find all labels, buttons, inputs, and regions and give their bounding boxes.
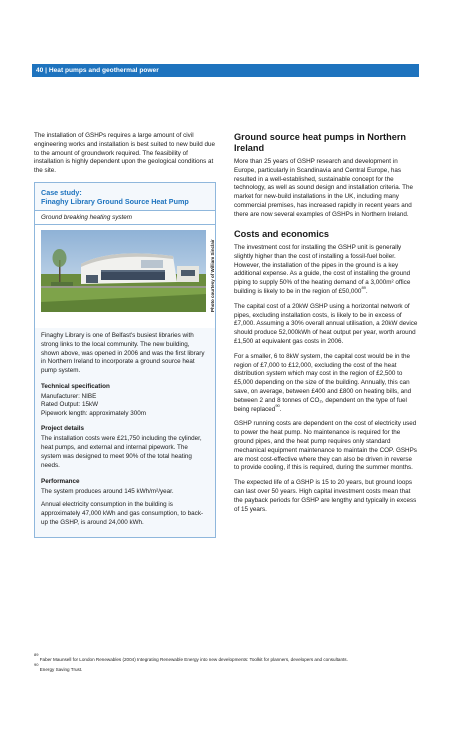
case-study-header	[35, 183, 215, 210]
costs-paragraph-5: The expected life of a GSHP is 15 to 20 years, but ground loops can last over 50 years. High capital investment costs mean that the payback periods for GSHP are lengthy and typically in excess of 15 years.	[234, 479, 417, 513]
library-photo	[41, 230, 206, 312]
footnotes	[34, 652, 420, 675]
costs-paragraph-1: The investment cost for installing the GSHP unit is generally slightly higher than the cost of installing a fossil-fuel boiler. However, the installation of the pipes in the ground is a key additional expense. As a guide, the cost of installing the ground piping to supply 50% of the heating demand of a 3,000m² office building is likely to be in the region of £50,000$^{89}$.	[234, 244, 411, 296]
tech-spec-heading: Technical specification	[41, 382, 110, 390]
case-study-box	[34, 182, 216, 538]
footnote-90-text: Energy Saving Trust.	[39, 667, 83, 672]
footnote-90-number: 90	[34, 662, 39, 667]
performance-text-1: The system produces around 145 kWh/m²/year.	[41, 487, 174, 495]
costs-paragraph-2: The capital cost of a 20kW GSHP using a horizontal network of pipes, excluding installation costs, is likely to be in excess of £7,000. Assuming a 30% overall annual utilisation, a 20kW device should produce 52,000kWh of heat output per year, worth around £1,500 at equivalent gas costs in 2006.	[234, 302, 418, 346]
footnote-89-text: Faber Maunsell for London Renewables (2004) Integrating Renewable Energy into new developments: Toolkit for planners, developers and consultants.	[39, 657, 348, 662]
page-header	[32, 64, 419, 77]
heading-gshp-northern-ireland: Ground source heat pumps in Northern Ireland	[234, 132, 407, 153]
case-study-subtitle: Ground breaking heating system	[35, 210, 215, 225]
costs-paragraph-3-text: For a smaller, 6 to 8kW system, the capital cost would be in the region of £7,000 to £12,000, excluding the cost of the heat distribution system which may cost in the region of £2,500 to £5,000 depending on the size of the building. Annually, this can save, on average, between £400 and £800 on heating bills, and between 2 and 8 tonnes of CO₂, dependent on the type of fuel being replaced	[234, 352, 412, 413]
footnote-89	[34, 652, 420, 665]
tech-output: Rated Output: 15kW	[41, 401, 99, 409]
performance-text-2: Annual electricity consumption in the building is approximately 47,000 kWh and gas consumption, to back-up the GSHP, is around 24,000 kWh.	[41, 501, 204, 527]
photo-area	[35, 225, 215, 328]
performance-heading: Performance	[41, 477, 80, 485]
footnote-ref-90: 90	[275, 402, 280, 408]
intro-paragraph: The installation of GSHPs requires a large amount of civil engineering works and installation is best suited to new build due to the amount of groundwork required. The feasibility of installation is highly dependent upon the geological conditions at the site.	[34, 132, 215, 175]
costs-paragraph-1-text: The investment cost for installing the GSHP unit is generally slightly higher than the cost of installing a fossil-fuel boiler. However, the installation of the pipes in the ground is a key additional expense. As a guide, the cost of installing the ground piping to supply 50% of the heating demand of a 3,000m² office building is likely to be in the region of £50,000	[234, 244, 411, 296]
footnote-ref-89: 89	[361, 285, 366, 291]
case-study-body	[35, 328, 215, 537]
left-column	[34, 132, 216, 538]
costs-paragraph-3: For a smaller, 6 to 8kW system, the capital cost would be in the region of £7,000 to £12,000, excluding the cost of the heat distribution system which may cost in the region of £2,500 to £5,000 depending on the size of the building. Annually, this can save, on average, between £400 and £800 on heating bills, and between 2 and 8 tonnes of CO₂, dependent on the type of fuel being replaced$^{90}$.	[234, 352, 412, 413]
page-header-title: 40 | Heat pumps and geothermal power	[36, 67, 159, 74]
project-details-text: The installation costs were £21,750 including the cylinder, heat pumps, and external and internal pipework. The system was designed to meet 90% of the total heating needs.	[41, 435, 202, 469]
tech-pipework: Pipework length: approximately 300m	[41, 409, 147, 417]
case-description: Finaghy Library is one of Belfast's busiest libraries with strong links to the local community. The new building, shown above, was opened in 2006 and was the first library in Northern Ireland to incorporate a ground source heat pump system.	[41, 331, 205, 375]
tech-manufacturer: Manufacturer: NIBE	[41, 392, 97, 400]
footnote-89-number: 89	[34, 652, 39, 657]
costs-paragraph-4: GSHP running costs are dependent on the cost of electricity used to power the heat pump. No maintenance is required for the ground pipes, and the heat pump requires only standard mechanical equipment maintenance to maintain the COP. GSHPs are most cost-effective where they can also be driven in reverse to provide cooling, if this is required, during the summer months.	[234, 420, 417, 472]
project-details-heading: Project details	[41, 425, 85, 433]
case-study-label: Case study:	[41, 187, 82, 197]
photo-credit: Photo courtesy of William Sinclair	[210, 239, 215, 312]
footnote-90	[34, 662, 420, 675]
heading-costs-economics: Costs and economics	[234, 228, 329, 239]
case-study-title: Finaghy Library Ground Source Heat Pump	[41, 196, 189, 206]
gshp-paragraph: More than 25 years of GSHP research and development in Europe, particularly in Scandinavia and Central Europe, has resulted in a well-established, sustainable concept for the technology, as well as sound design and installation criteria. The market for new-build installations in the UK, including many commercial premises, has increased rapidly in recent years and there are now several examples of GSHPs in Northern Ireland.	[234, 158, 413, 218]
right-column	[234, 132, 418, 520]
